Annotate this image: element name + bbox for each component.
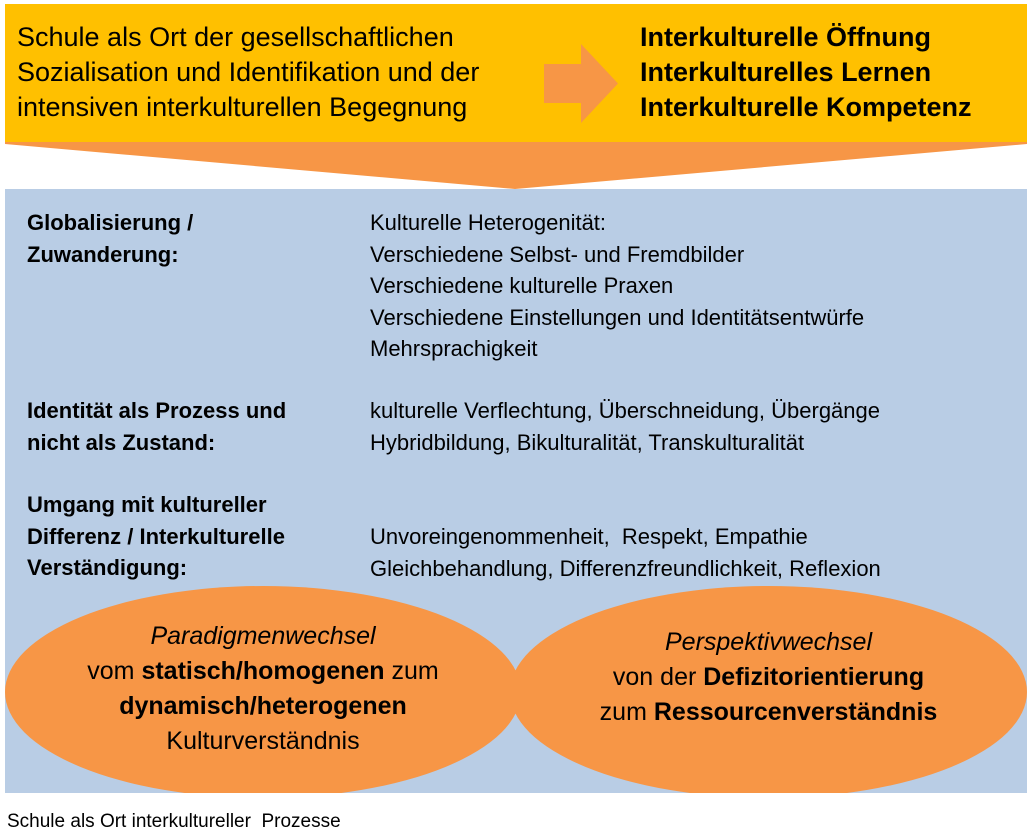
value-line: Verschiedene Einstellungen und Identitätsentwürfe [370, 304, 865, 330]
label-line: Umgang mit kultureller [27, 492, 267, 517]
ellipse-line [540, 660, 997, 695]
ellipse-text-perspektivwechsel [540, 625, 997, 730]
banner-right-text [640, 20, 972, 125]
arrow-right-icon [544, 44, 618, 123]
text-span: zum [599, 698, 654, 726]
value-line: Kulturelle Heterogenität: [370, 210, 607, 235]
ellipse-line [35, 654, 491, 689]
bold-span: Defizitorientierung [703, 663, 925, 691]
row-label-globalisierung [27, 207, 193, 270]
banner-right-line: Interkulturelle Öffnung [640, 22, 932, 52]
label-line: Differenz / Interkulturelle [27, 523, 285, 549]
value-line: kulturelle Verflechtung, Überschneidung, Übergänge [370, 398, 880, 423]
bold-span: Ressourcenverständnis [653, 698, 938, 726]
banner-left-line: intensiven interkulturellen Begegnung [17, 92, 468, 122]
content-panel [5, 189, 1027, 793]
value-line: Verschiedene kulturelle Praxen [370, 273, 674, 298]
ellipse-line [540, 695, 997, 730]
banner-right-line: Interkulturelle Kompetenz [640, 92, 972, 122]
banner-left-text [17, 20, 479, 125]
label-line: nicht als Zustand: [27, 429, 216, 455]
value-line: Hybridbildung, Bikulturalität, Transkulturalität [370, 429, 805, 455]
row-values-globalisierung [370, 207, 864, 365]
row-values-umgang [370, 521, 881, 584]
label-line: Identität als Prozess und [27, 398, 287, 423]
value-line: Mehrsprachigkeit [370, 336, 538, 361]
value-line: Gleichbehandlung, Differenzfreundlichkeit, Reflexion [370, 555, 881, 581]
value-line: Unvoreingenommenheit, Respekt, Empathie [370, 524, 808, 549]
bold-span: statisch/homogenen [141, 657, 385, 685]
banner-left-line: Schule als Ort der gesellschaftlichen [17, 22, 454, 52]
text-span: von der [612, 663, 704, 691]
label-line: Globalisierung / [27, 210, 194, 235]
ellipse-text-paradigmenwechsel [35, 619, 491, 759]
banner-left-line: Sozialisation und Identifikation und der [17, 57, 480, 87]
ellipse-line: Kulturverständnis [166, 727, 360, 755]
ellipse-title: Perspektivwechsel [664, 628, 873, 656]
text-span: zum [384, 657, 439, 685]
row-label-umgang [27, 489, 285, 584]
bold-span: dynamisch/heterogenen [119, 692, 407, 720]
chevron-down-shape [5, 142, 1027, 190]
text-span: vom [87, 657, 142, 685]
banner-right-line: Interkulturelles Lernen [640, 57, 932, 87]
figure-caption: Schule als Ort interkultureller Prozesse [7, 811, 341, 832]
value-line: Verschiedene Selbst- und Fremdbilder [370, 241, 745, 267]
ellipse-line [35, 689, 491, 724]
label-line: Zuwanderung: [27, 241, 179, 267]
ellipse-title: Paradigmenwechsel [150, 622, 376, 650]
row-label-identitaet [27, 395, 286, 458]
row-values-identitaet [370, 395, 880, 458]
label-line: Verständigung: [27, 555, 188, 580]
